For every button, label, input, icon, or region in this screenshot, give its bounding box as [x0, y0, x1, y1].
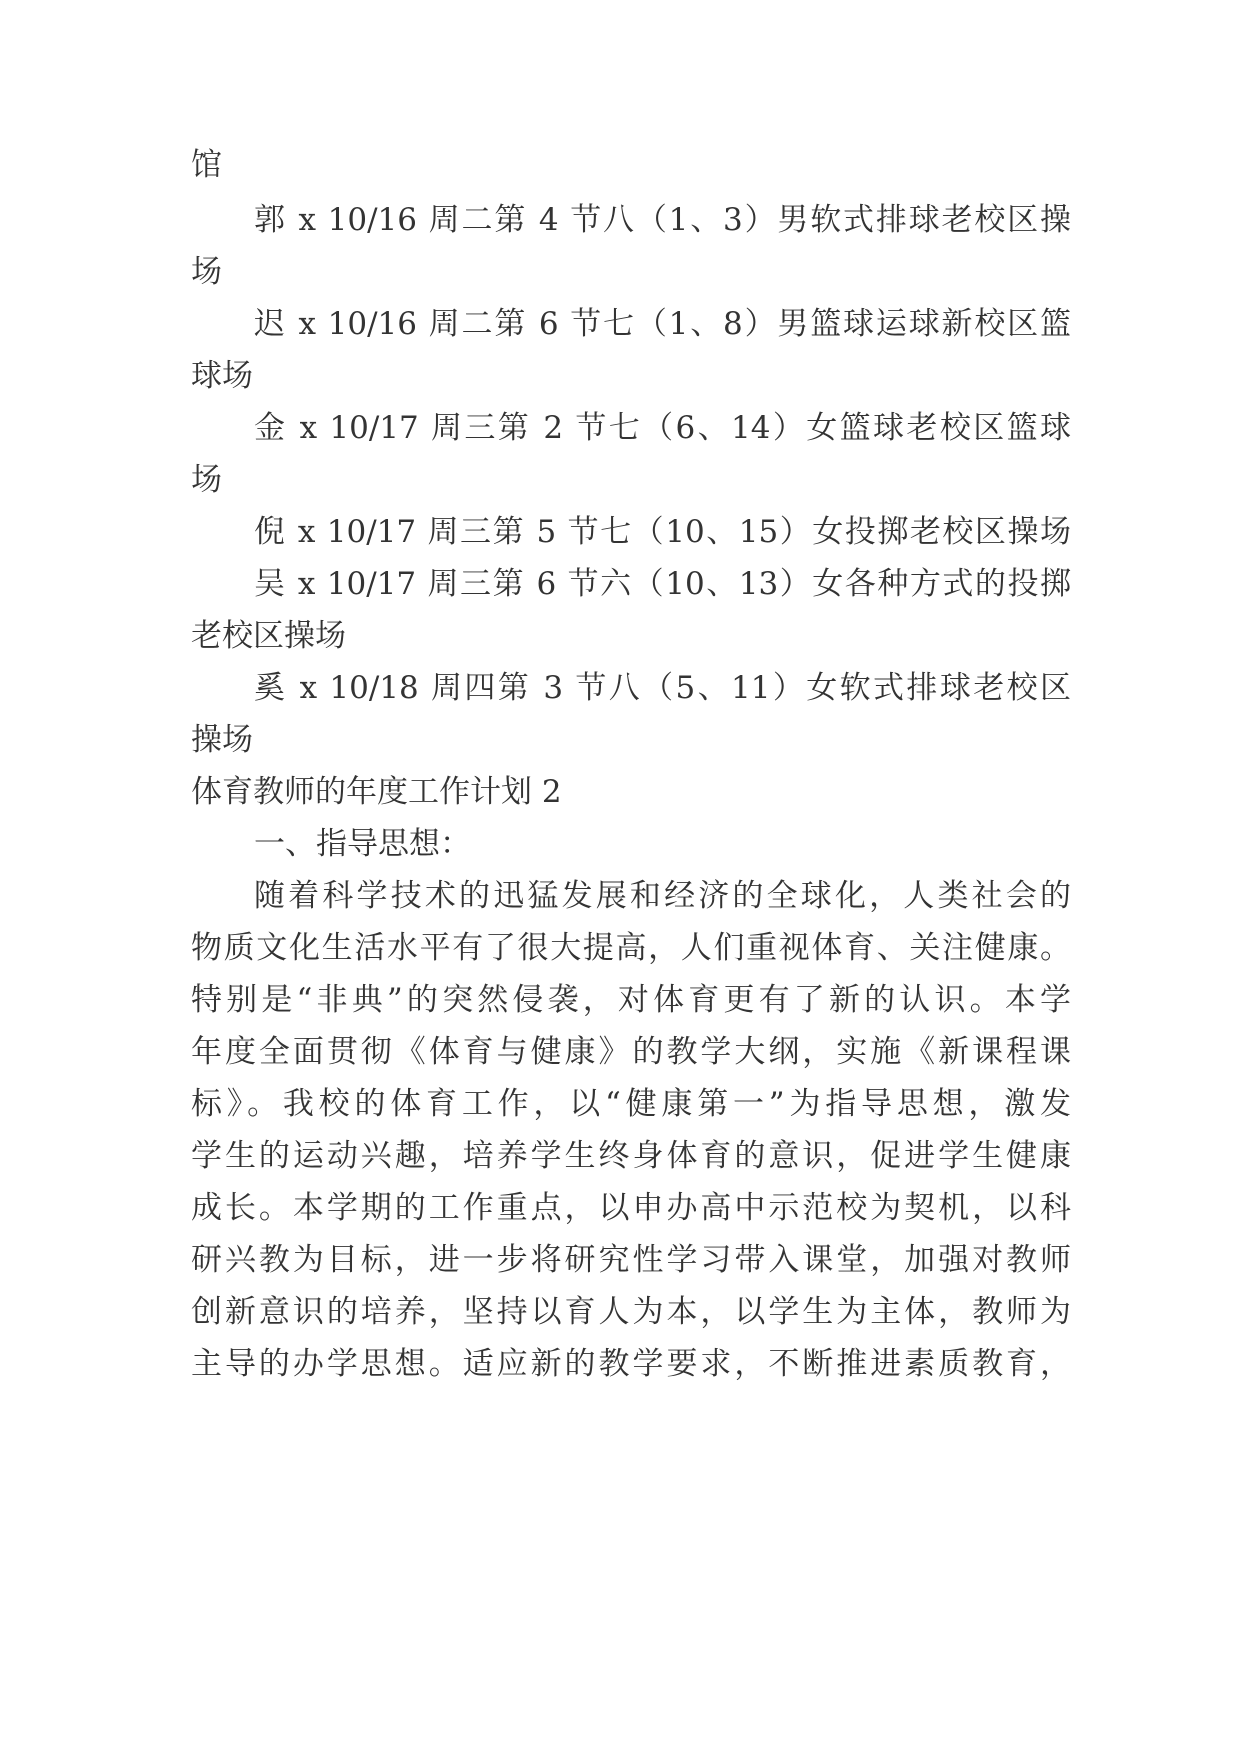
schedule-entry: 倪 x 10/17 周三第 5 节七（10、15）女投掷老校区操场 [254, 514, 1071, 550]
paragraph-line: 特别是“非典”的突然侵袭，对体育更有了新的认识。本学 [191, 982, 1071, 1018]
paragraph-line: 成长。本学期的工作重点，以申办高中示范校为契机，以科 [191, 1190, 1071, 1226]
text-line: 球场 [191, 358, 253, 394]
paragraph-line: 主导的办学思想。适应新的教学要求，不断推进素质教育， [191, 1346, 1071, 1382]
paragraph-line: 年度全面贯彻《体育与健康》的教学大纲，实施《新课程课 [191, 1034, 1071, 1070]
section-heading: 一、指导思想： [254, 826, 471, 862]
paragraph-line: 研兴教为目标，进一步将研究性学习带入课堂，加强对教师 [191, 1242, 1071, 1278]
schedule-entry: 吴 x 10/17 周三第 6 节六（10、13）女各种方式的投掷 [254, 566, 1071, 602]
paragraph-line: 学生的运动兴趣，培养学生终身体育的意识，促进学生健康 [191, 1138, 1071, 1174]
text-line: 操场 [191, 722, 253, 758]
text-line: 老校区操场 [191, 618, 346, 654]
paragraph-line: 标》。我校的体育工作，以“健康第一”为指导思想，激发 [191, 1086, 1071, 1122]
schedule-entry: 郭 x 10/16 周二第 4 节八（1、3）男软式排球老校区操 [254, 202, 1071, 238]
section-title: 体育教师的年度工作计划 2 [191, 774, 562, 810]
schedule-entry: 金 x 10/17 周三第 2 节七（6、14）女篮球老校区篮球 [254, 410, 1071, 446]
text-line: 馆 [191, 147, 222, 183]
text-line: 场 [191, 462, 222, 498]
paragraph-line: 创新意识的培养，坚持以育人为本，以学生为主体，教师为 [191, 1294, 1071, 1330]
text-line: 场 [191, 254, 222, 290]
schedule-entry: 奚 x 10/18 周四第 3 节八（5、11）女软式排球老校区 [254, 670, 1071, 706]
paragraph-line: 随着科学技术的迅猛发展和经济的全球化，人类社会的 [254, 878, 1071, 914]
paragraph-line: 物质文化生活水平有了很大提高，人们重视体育、关注健康。 [191, 930, 1071, 966]
schedule-entry: 迟 x 10/16 周二第 6 节七（1、8）男篮球运球新校区篮 [254, 306, 1071, 342]
